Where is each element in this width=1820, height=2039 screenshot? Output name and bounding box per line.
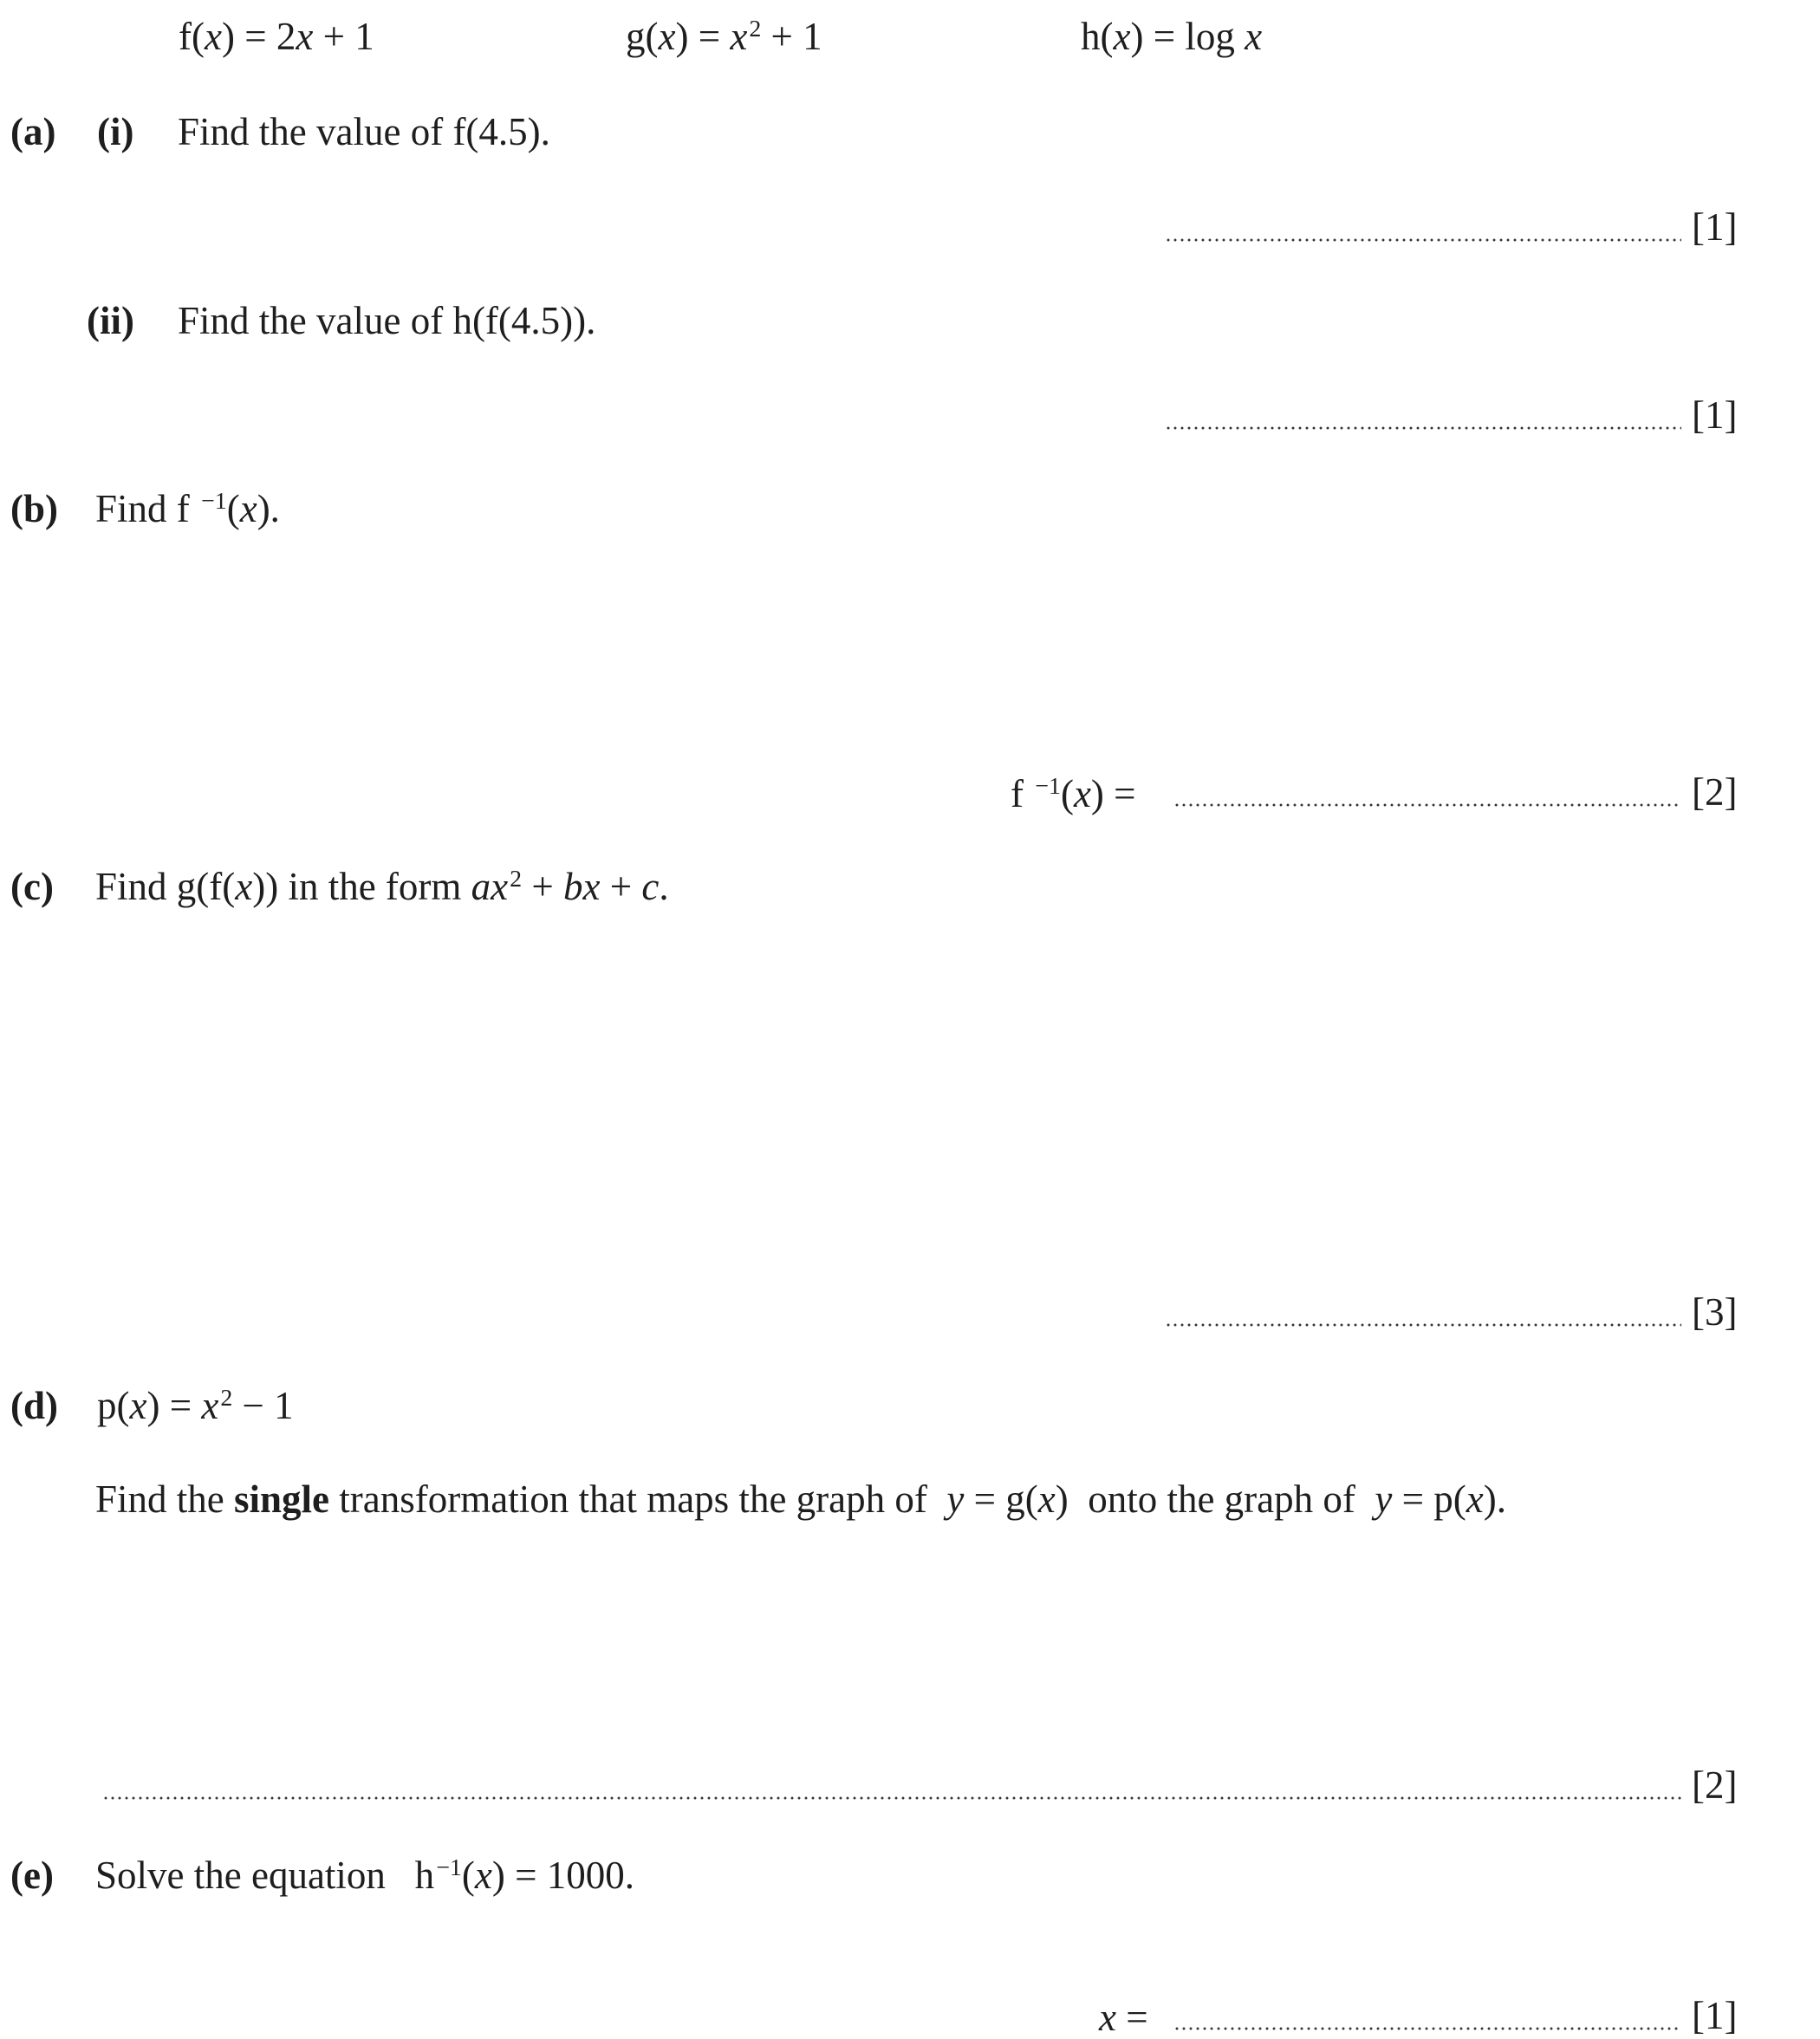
answer-line-e[interactable]	[1173, 1994, 1738, 2037]
answer-line-b[interactable]	[1173, 770, 1738, 814]
marks-e: [1]	[1692, 1994, 1738, 2037]
part-c-label: (c)	[10, 865, 54, 908]
part-b-question: Find f $^{-1}$(x).	[95, 487, 280, 530]
marks-a-i: [1]	[1692, 205, 1738, 249]
answer-line-d[interactable]	[102, 1763, 1738, 1807]
part-a-i-question: Find the value of f(4.5).	[178, 110, 550, 153]
part-d-question-bold: single	[234, 1477, 330, 1521]
part-c-question: Find g(f(x)) in the form $ax^2$ + bx + c.	[95, 865, 669, 908]
marks-b: [2]	[1692, 770, 1738, 814]
part-d-given: $p(x) = x^2 - 1$	[97, 1384, 294, 1427]
function-g: $g(x) = x^2 + 1$	[626, 15, 822, 58]
part-d-question: Find the single transformation that maps the graph of y = g(x) onto the graph of y = p(x).	[95, 1477, 1506, 1521]
answer-dots	[1173, 803, 1681, 807]
answer-line-a-ii[interactable]	[1165, 393, 1738, 437]
answer-line-a-i[interactable]	[1165, 205, 1738, 249]
marks-a-ii: [1]	[1692, 393, 1738, 437]
part-d-question-pre: Find the	[95, 1477, 224, 1521]
part-e-label: (e)	[10, 1854, 54, 1897]
marks-c: [3]	[1692, 1290, 1738, 1334]
part-a-label: (a)	[10, 110, 56, 153]
answer-dots	[102, 1796, 1681, 1800]
part-a-i-label: (i)	[97, 110, 134, 153]
function-f: f(x) = 2x + 1	[179, 15, 374, 58]
part-a-ii-label: (ii)	[87, 299, 134, 342]
answer-prefix-b: f $^{-1}$(x) =	[1011, 772, 1136, 815]
part-d-label: (d)	[10, 1384, 58, 1427]
answer-line-c[interactable]	[1165, 1290, 1738, 1334]
marks-d: [2]	[1692, 1763, 1738, 1807]
part-e-question: Solve the equation $h^{-1}(x) = 1000$.	[95, 1854, 634, 1897]
answer-prefix-e: x =	[1099, 1996, 1148, 2039]
answer-dots	[1165, 1323, 1681, 1327]
part-b-label: (b)	[10, 487, 58, 530]
answer-dots	[1173, 2027, 1681, 2030]
part-a-ii-question: Find the value of h(f(4.5)).	[178, 299, 596, 342]
answer-dots	[1165, 238, 1681, 242]
function-h: h(x) = log x	[1081, 15, 1263, 58]
answer-dots	[1165, 426, 1681, 430]
